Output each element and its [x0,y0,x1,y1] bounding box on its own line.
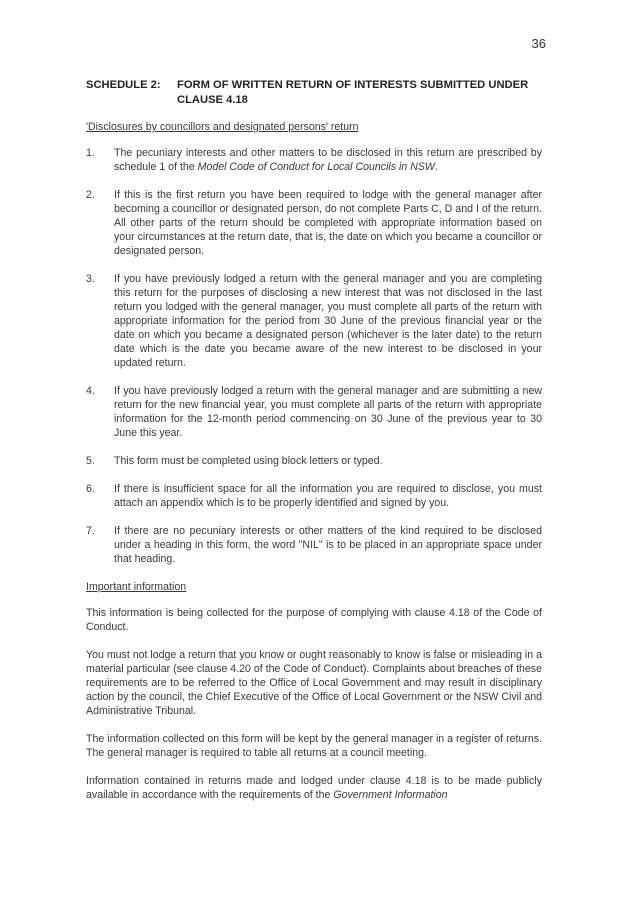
item-number: 4. [86,385,95,397]
paragraph: Information contained in returns made and lodged under clause 4.18 is to be made publicly available in accordance with the requirements of the Government Information [86,775,542,801]
item-number: 1. [86,147,95,159]
item-text: If you have previously lodged a return with the general manager and you are completing this return for the purposes of disclosing a new interest that was not disclosed in the last return you lodged with the general manager, you must complete all parts of the return with appropriate information for the period from 30 June of the previous financial year or the date on which you became a designated person (whichever is the later date) to the return date which is the date you became aware of the new interest to be disclosed in your updated return. [114,273,542,369]
page-number: 36 [531,36,546,51]
list-item [86,384,542,440]
list-item [86,146,542,174]
schedule-label: SCHEDULE 2: [86,79,161,91]
paragraph: You must not lodge a return that you know or ought reasonably to know is false or misleading in a material particular (see clause 4.20 of the Code of Conduct). Complaints about breaches of these requirements are to be referred to the Office of Local Government and may result in disciplinary action by the council, the Chief Executive of the Office of Local Government or the NSW Civil and Administrative Tribunal. [86,649,542,717]
item-text: If there is insufficient space for all the information you are required to disclose, you must attach an appendix which is to be properly identified and signed by you. [114,483,542,509]
paragraph: This information is being collected for the purpose of complying with clause 4.18 of the Code of Conduct. [86,607,542,633]
instructions-list [86,146,542,566]
item-text: If this is the first return you have been required to lodge with the general manager after becoming a councillor or designated person, do not complete Parts C, D and I of the return. All other parts of the return should be completed with appropriate information based on your circumstances at the return date, that is, the date on which you became a councillor or designated person. [114,189,542,257]
code-title-italic: Model Code of Conduct for Local Councils in NSW [197,161,435,173]
document-body [86,120,542,816]
disclosures-heading: 'Disclosures by councillors and designated persons' return [86,121,359,133]
list-item [86,454,542,468]
item-text: The pecuniary interests and other matters to be disclosed in this return are prescribed by schedule 1 of the Model Code of Conduct for Local Councils in NSW. [114,147,542,173]
schedule-heading [86,78,556,108]
list-item [86,272,542,370]
item-number: 5. [86,455,95,467]
item-text: If you have previously lodged a return with the general manager and are submitting a new return for the new financial year, you must complete all parts of the return with appropriate information for the 12-month period commencing on 30 June of the previous year to 30 June this year. [114,385,542,439]
list-item [86,188,542,258]
important-information-heading: Important information [86,581,187,593]
schedule-title: FORM OF WRITTEN RETURN OF INTERESTS SUBMITTED UNDER CLAUSE 4.18 [177,79,529,106]
item-number: 7. [86,525,95,537]
item-number: 2. [86,189,95,201]
item-number: 6. [86,483,95,495]
item-text: If there are no pecuniary interests or other matters of the kind required to be disclosed under a heading in this form, the word "NIL" is to be placed in an appropriate space under that heading. [114,525,542,565]
item-number: 3. [86,273,95,285]
list-item [86,524,542,566]
item-text: This form must be completed using block letters or typed. [114,455,383,467]
act-title-italic: Government Information [333,789,448,801]
list-item [86,482,542,510]
paragraph: The information collected on this form will be kept by the general manager in a register of returns. The general manager is required to table all returns at a council meeting. [86,733,542,759]
